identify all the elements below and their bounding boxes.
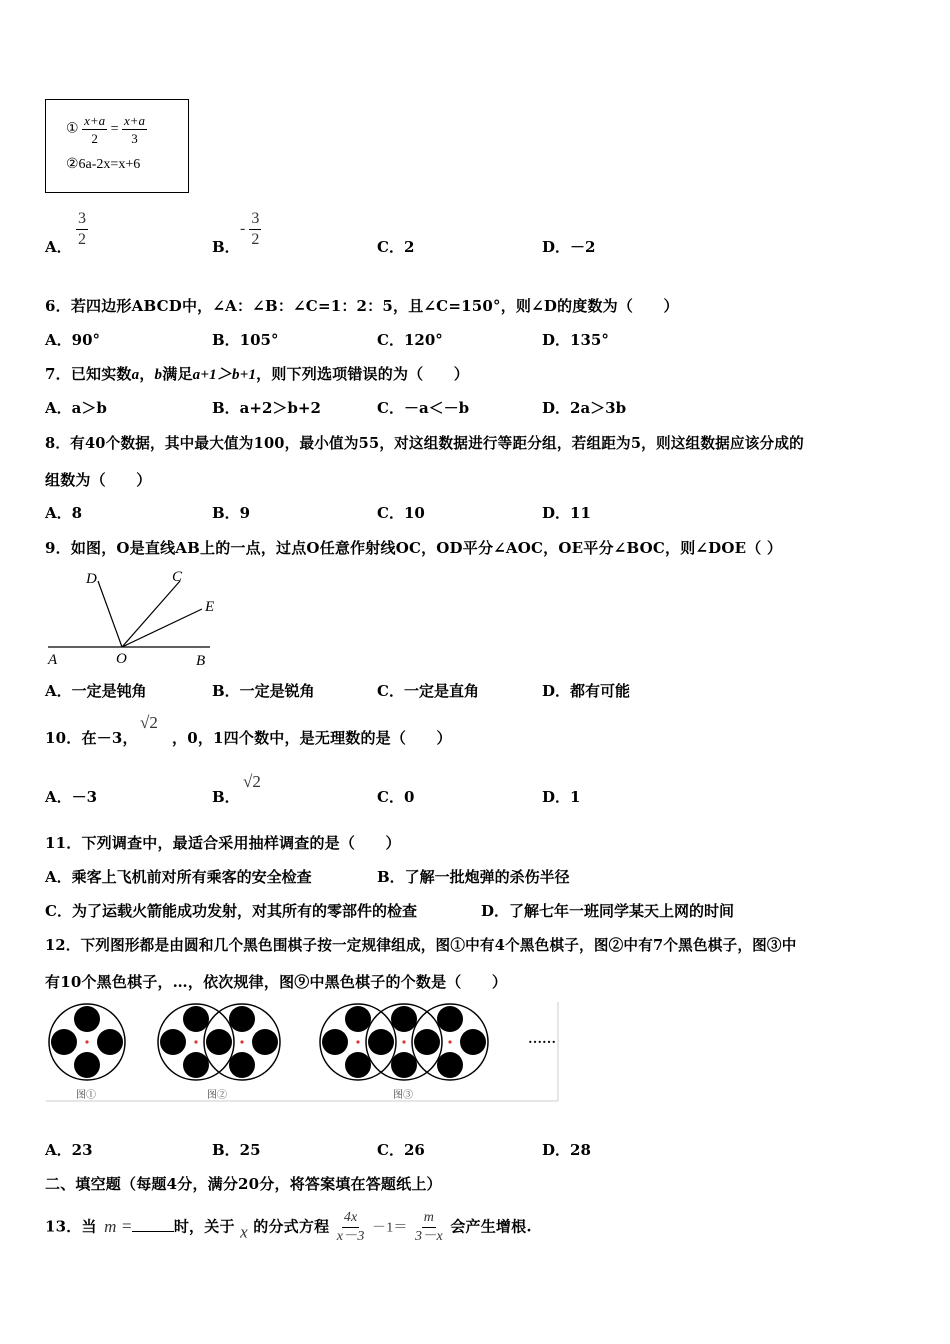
q11-option-a: A．乘客上飞机前对所有乘客的安全检查 [45, 868, 312, 886]
stone [229, 1052, 255, 1078]
q8-stem-line1: 8．有40个数据，其中最大值为100，最小值为55，对这组数据进行等距分组，若组距为5，则这组数据应该分成的 [45, 435, 804, 452]
q5-b-den: 2 [251, 231, 260, 248]
q12-stem-line2: 有10个黑色棋子，…，依次规律，图⑨中黑色棋子的个数是（ ） [45, 973, 508, 991]
eq1-number: ① [66, 121, 79, 137]
caption-fig-2: 图② [207, 1090, 227, 1101]
label-o: O [116, 651, 127, 667]
stone [74, 1006, 100, 1032]
q7-stem-part1: 7．已知实数 [45, 365, 132, 383]
q13-stem-part3: 的分式方程 [253, 1217, 330, 1236]
center-dot [402, 1040, 405, 1043]
q8-option-b: B．9 [212, 504, 251, 522]
q11-option-c: C．为了运载火箭能成功发射，对其所有的零部件的检查 [45, 902, 417, 920]
eq1-equals: = [110, 121, 119, 137]
q7-stem-part2: 满足 [162, 365, 193, 383]
label-d: D [86, 571, 97, 587]
caption-fig-1: 图① [76, 1090, 96, 1101]
section-2-title: 二、填空题（每题4分，满分20分，将答案填在答题纸上） [45, 1175, 442, 1193]
q12-stem-line1: 12．下列图形都是由圆和几个黑色围棋子按一定规律组成，图①中有4个黑色棋子，图②中有7个黑色棋子，图③中 [45, 937, 797, 954]
q7-option-b: B．a+2＞b+2 [212, 399, 321, 417]
q9-option-d: D．都有可能 [542, 682, 631, 700]
q5-b-sign: - [240, 220, 246, 238]
q13-stem-part4: 会产生增根. [450, 1217, 532, 1236]
q7-comma: ， [139, 365, 155, 383]
q12-option-d: D．28 [542, 1141, 591, 1159]
q13-minus-one: －1＝ [372, 1220, 408, 1236]
q9-figure [40, 565, 230, 670]
ray-od [98, 581, 122, 647]
center-dot [448, 1040, 451, 1043]
stone [460, 1029, 486, 1055]
q13-answer-blank[interactable] [132, 1219, 174, 1232]
q7-option-d: D．2a＞3b [542, 399, 627, 417]
q9-option-a: A．一定是钝角 [45, 682, 147, 700]
q12-figure [44, 1000, 562, 1106]
equation-1 [66, 114, 147, 145]
q13-fraction-2 [413, 1211, 445, 1244]
q7-var-a: a [131, 367, 140, 383]
stone [414, 1029, 440, 1055]
q5-b-num: 3 [249, 211, 261, 230]
stone [345, 1006, 371, 1032]
q8-option-c: C．10 [377, 504, 425, 522]
q7-stem-part3: ，则下列选项错误的为（ ） [256, 365, 469, 383]
q10-stem-part2: ，0，1四个数中，是无理数的是（ ） [172, 729, 452, 747]
q9-option-b: B．一定是锐角 [212, 682, 315, 700]
q5-option-d: D．－2 [542, 238, 596, 256]
q13-fraction-1 [335, 1211, 367, 1244]
q6-stem: 6．若四边形ABCD中，∠A：∠B：∠C=1：2：5，且∠C=150°，则∠D的度数为（ ） [45, 297, 679, 315]
q10-option-b-sqrt: √2 [243, 772, 261, 791]
center-dot [85, 1040, 88, 1043]
q7-option-a: A．a＞b [45, 399, 107, 417]
q6-option-c: C．120° [377, 331, 443, 349]
q12-option-a: A．23 [45, 1141, 93, 1159]
center-dot [194, 1040, 197, 1043]
q10-stem-part1: 10．在－3， [45, 729, 138, 747]
q10-sqrt-2: √2 [140, 713, 158, 732]
pattern-fig-1 [49, 1004, 125, 1080]
q5-option-c: C．2 [377, 238, 415, 256]
q11-stem: 11．下列调查中，最适合采用抽样调查的是（ ） [45, 834, 401, 852]
stone [74, 1052, 100, 1078]
q5-a-den: 2 [78, 231, 86, 248]
stone [206, 1029, 232, 1055]
eq1-right-fraction [122, 114, 147, 145]
center-dot [240, 1040, 243, 1043]
stone [437, 1006, 463, 1032]
q13-stem-part1: 13．当 [45, 1217, 97, 1236]
label-a: A [48, 652, 58, 668]
q13-var-x: x [240, 1222, 248, 1242]
q10-option-c: C．0 [377, 788, 415, 806]
q10-option-d: D．1 [542, 788, 581, 806]
ray-oe [122, 609, 202, 647]
q7-var-b: b [154, 367, 163, 383]
q11-option-d: D．了解七年一班同学某天上网的时间 [481, 902, 735, 920]
stone [391, 1006, 417, 1032]
q9-option-c: C．一定是直角 [377, 682, 479, 700]
stone [368, 1029, 394, 1055]
eq1-left-fraction [82, 114, 107, 145]
label-b: B [196, 653, 206, 669]
q13-frac2-den: 3－x [415, 1229, 443, 1244]
q8-option-d: D．11 [542, 504, 591, 522]
pattern-ellipsis: …… [528, 1032, 556, 1047]
q5-option-a-label: A． [45, 238, 72, 256]
q10-option-b: B． [212, 788, 240, 806]
eq1-left-num: x+a [84, 113, 106, 128]
q6-option-d: D．135° [542, 331, 609, 349]
q5-option-b-fraction [240, 211, 261, 248]
q7-condition: a+1＞b+1 [192, 367, 257, 383]
q13-frac1-den: x－3 [336, 1229, 365, 1244]
q8-option-a: A．8 [45, 504, 83, 522]
q5-option-a-fraction [76, 211, 88, 248]
eq1-right-den: 3 [131, 131, 138, 146]
q7-stem [45, 363, 469, 384]
equation-2: ②6a-2x=x+6 [66, 157, 141, 172]
stone [391, 1052, 417, 1078]
pattern-fig-2 [158, 1004, 280, 1080]
q13-equals: = [122, 1216, 132, 1236]
q5-option-b-label: B． [212, 238, 240, 256]
q5-option-b [212, 236, 240, 257]
q12-option-c: C．26 [377, 1141, 425, 1159]
label-e: E [205, 599, 215, 615]
q11-option-b: B．了解一批炮弹的杀伤半径 [377, 868, 570, 886]
stone [322, 1029, 348, 1055]
caption-fig-3: 图③ [393, 1090, 413, 1101]
q12-option-b: B．25 [212, 1141, 261, 1159]
q13-stem [45, 1211, 532, 1244]
q5-a-num: 3 [76, 211, 88, 230]
q6-option-b: B．105° [212, 331, 279, 349]
q6-option-a: A．90° [45, 331, 101, 349]
stone [183, 1052, 209, 1078]
stone [437, 1052, 463, 1078]
eq1-left-den: 2 [91, 131, 98, 146]
equation-box [45, 99, 189, 193]
q13-var-m: m [104, 1216, 117, 1236]
stone [229, 1006, 255, 1032]
label-c: C [172, 569, 183, 585]
q9-stem: 9．如图，O是直线AB上的一点，过点O任意作射线OC，OD平分∠AOC，OE平分∠BOC，则∠DOE（ ） [45, 539, 783, 557]
stone [97, 1029, 123, 1055]
eq1-right-num: x+a [124, 113, 146, 128]
q7-option-c: C．－a＜－b [377, 399, 470, 417]
stone [252, 1029, 278, 1055]
q13-frac1-num: 4x [342, 1211, 360, 1228]
stone [160, 1029, 186, 1055]
q13-frac2-num: m [422, 1211, 436, 1228]
stone [51, 1029, 77, 1055]
q8-stem-line2: 组数为（ ） [45, 471, 152, 489]
stone [345, 1052, 371, 1078]
q10-option-a: A．－3 [45, 788, 98, 806]
pattern-fig-3 [320, 1004, 488, 1080]
center-dot [356, 1040, 359, 1043]
q13-stem-part2: 时，关于 [173, 1217, 235, 1236]
q5-option-a [45, 236, 72, 257]
stone [183, 1006, 209, 1032]
ray-oc [122, 581, 180, 647]
